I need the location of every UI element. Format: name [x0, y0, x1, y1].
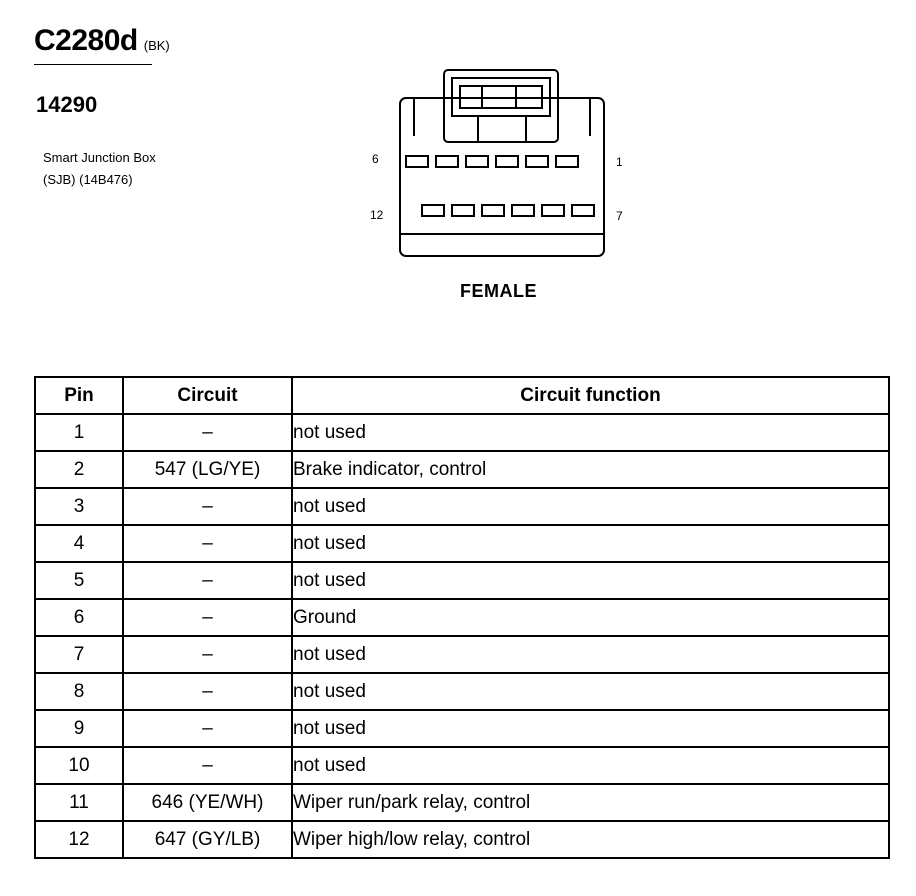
pin-cavity-1 — [556, 156, 578, 167]
circuit-function: not used — [292, 747, 889, 784]
connector-title-row — [34, 24, 170, 58]
circuit-function: not used — [292, 673, 889, 710]
pin-number: 10 — [35, 747, 123, 784]
circuit-function: Brake indicator, control — [292, 451, 889, 488]
pin-cavity-10 — [482, 205, 504, 216]
circuit-code: – — [123, 636, 292, 673]
component-description-line1: Smart Junction Box — [43, 150, 156, 165]
circuit-function: not used — [292, 488, 889, 525]
circuit-function: not used — [292, 636, 889, 673]
pinout-table — [34, 376, 890, 859]
connector-face-diagram — [394, 66, 610, 260]
pin-number: 3 — [35, 488, 123, 525]
header-circuit-function: Circuit function — [292, 377, 889, 414]
table-row — [35, 525, 889, 562]
pin-cavity-4 — [466, 156, 488, 167]
pin-number: 12 — [35, 821, 123, 858]
pin-number: 1 — [35, 414, 123, 451]
circuit-function: not used — [292, 414, 889, 451]
pin-label-7: 7 — [616, 209, 623, 223]
circuit-code: – — [123, 525, 292, 562]
connector-id: C2280d — [34, 24, 138, 57]
circuit-code: 646 (YE/WH) — [123, 784, 292, 821]
circuit-function: not used — [292, 710, 889, 747]
table-row — [35, 821, 889, 858]
circuit-function: Wiper high/low relay, control — [292, 821, 889, 858]
pin-number: 6 — [35, 599, 123, 636]
pin-cavity-2 — [526, 156, 548, 167]
circuit-code: – — [123, 562, 292, 599]
connector-latch — [444, 70, 558, 142]
table-row — [35, 710, 889, 747]
pin-number: 2 — [35, 451, 123, 488]
connector-gender-label: FEMALE — [460, 281, 537, 301]
pin-number: 11 — [35, 784, 123, 821]
component-description-line2: (SJB) (14B476) — [43, 172, 133, 187]
connector-color-code: (BK) — [143, 38, 170, 53]
circuit-code: – — [123, 673, 292, 710]
circuit-code: – — [123, 488, 292, 525]
pin-label-12: 12 — [370, 208, 384, 222]
pin-cavity-5 — [436, 156, 458, 167]
circuit-function: Ground — [292, 599, 889, 636]
table-row — [35, 488, 889, 525]
pin-label-1: 1 — [616, 155, 623, 169]
pin-label-6: 6 — [372, 152, 379, 166]
pin-cavity-12 — [422, 205, 444, 216]
circuit-code: – — [123, 710, 292, 747]
table-row — [35, 747, 889, 784]
table-row — [35, 414, 889, 451]
table-row — [35, 784, 889, 821]
pin-cavity-8 — [542, 205, 564, 216]
pin-number: 9 — [35, 710, 123, 747]
header-pin: Pin — [35, 377, 123, 414]
circuit-function: Wiper run/park relay, control — [292, 784, 889, 821]
pin-number: 5 — [35, 562, 123, 599]
table-row — [35, 673, 889, 710]
circuit-function: not used — [292, 525, 889, 562]
table-row — [35, 562, 889, 599]
pin-number: 7 — [35, 636, 123, 673]
circuit-code: 647 (GY/LB) — [123, 821, 292, 858]
pin-cavity-3 — [496, 156, 518, 167]
circuit-code: – — [123, 747, 292, 784]
table-row — [35, 451, 889, 488]
circuit-code: – — [123, 414, 292, 451]
part-number: 14290 — [36, 92, 98, 117]
title-underline — [34, 64, 152, 65]
pin-number: 8 — [35, 673, 123, 710]
connector-body — [400, 98, 604, 256]
header-circuit: Circuit — [123, 377, 292, 414]
pin-cavity-11 — [452, 205, 474, 216]
circuit-function: not used — [292, 562, 889, 599]
circuit-code: 547 (LG/YE) — [123, 451, 292, 488]
pin-cavity-9 — [512, 205, 534, 216]
circuit-code: – — [123, 599, 292, 636]
pin-cavity-6 — [406, 156, 428, 167]
table-header-row — [35, 377, 889, 414]
pin-number: 4 — [35, 525, 123, 562]
pin-cavity-7 — [572, 205, 594, 216]
table-row — [35, 636, 889, 673]
table-row — [35, 599, 889, 636]
